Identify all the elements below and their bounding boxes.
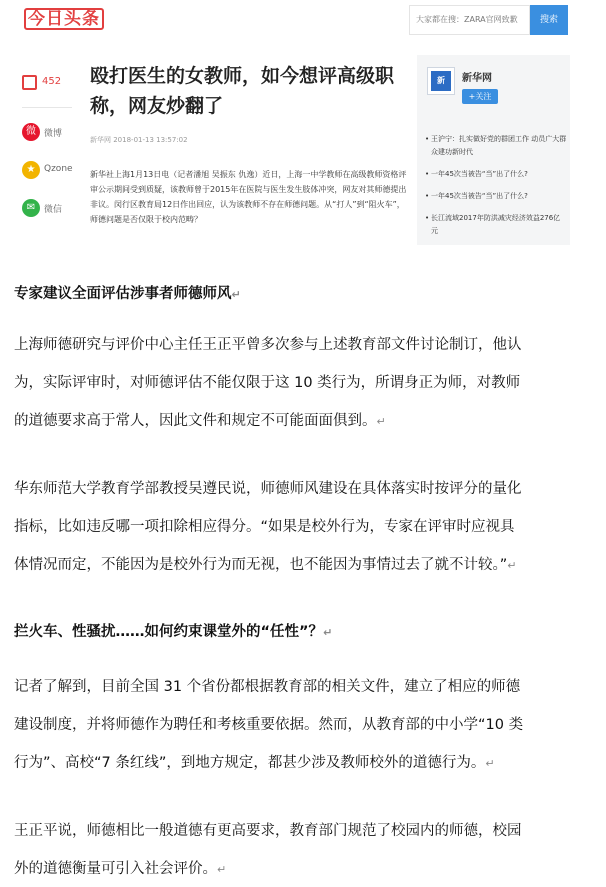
- comment-count-button[interactable]: [22, 73, 72, 95]
- heading-text: 专家建议全面评估涉事者师德师风: [14, 286, 232, 302]
- paragraph-line-text: 行为”、高校“7 条红线”，到地方规定，都甚少涉及教师校外的道德行为。: [14, 755, 486, 771]
- qzone-icon: ★: [22, 161, 40, 179]
- divider: [22, 107, 72, 108]
- paragraph-line-text: 体情况而定，不能因为是校外行为而无视，也不能因为事情过去了就不计较。”: [14, 557, 508, 573]
- paragraph-line: 王正平说，师德相比一般道德有更高要求，教育部门规范了校园内的师德，校园: [14, 823, 522, 839]
- paragraph-mark-icon: ↵: [376, 415, 386, 428]
- site-logo[interactable]: 今日头条: [24, 8, 104, 30]
- xinhua-logo-icon: 新: [431, 71, 451, 91]
- paragraph-line-text: 的道德要求高于常人，因此文件和规定不可能面面俱到。: [14, 413, 377, 429]
- search-button[interactable]: 搜索: [530, 5, 568, 35]
- paragraph-mark-icon: ↵: [507, 559, 517, 572]
- paragraph-line-last: [14, 546, 574, 585]
- related-list: [425, 133, 567, 247]
- share-weibo-button[interactable]: [22, 123, 78, 143]
- comment-count: 452: [42, 76, 62, 87]
- share-qzone-button[interactable]: [22, 161, 78, 181]
- related-item[interactable]: • 一年45次当被告“当”出了什么?: [425, 168, 567, 181]
- weibo-icon: 微: [22, 123, 40, 141]
- paragraph: [14, 326, 574, 441]
- paragraph-line: 华东师范大学教育学部教授吴遵民说，师德师风建设在具体落实时按评分的量化: [14, 481, 522, 497]
- comment-icon: [22, 75, 37, 90]
- embedded-news-screenshot: [14, 0, 570, 245]
- source-avatar[interactable]: [427, 67, 455, 95]
- paragraph-line-text: 外的道德衡量可引入社会评价。: [14, 861, 217, 877]
- paragraph-line-last: [14, 850, 574, 887]
- paragraph-line: 为，实际评审时，对师德评估不能仅限于这 10 类行为，所谓身正为师，对教师: [14, 375, 521, 391]
- paragraph-mark-icon: ↵: [485, 757, 495, 770]
- site-header: [14, 0, 570, 42]
- paragraph: [14, 812, 574, 887]
- paragraph: [14, 470, 574, 585]
- related-item[interactable]: • 王沪宁：扎实做好党的群团工作 动员广大群众建功新时代: [425, 133, 567, 159]
- section-heading: [14, 282, 241, 303]
- search-input[interactable]: [409, 5, 530, 35]
- wechat-icon: ✉: [22, 199, 40, 217]
- article-meta: 新华网 2018-01-13 13:57:02: [90, 136, 188, 144]
- share-qzone-label: Qzone: [44, 164, 73, 174]
- article-body: 新华社上海1月13日电（记者潘旭 吴振东 仇逸）近日，上海一中学教师在高级教师资格评审公示期间受到质疑，该教师曾于2015年在医院与医生发生肢体冲突，网友对其师德提出非议。闵行区教育局12日作出回应，认为该教师不存在师德问题。从“打人”到“阻火车”，师德问题是否仅限于校内范畴？: [90, 170, 407, 224]
- source-name[interactable]: 新华网: [462, 73, 492, 84]
- paragraph-mark-icon: ↵: [323, 626, 333, 639]
- share-wechat-button[interactable]: [22, 199, 78, 219]
- paragraph-line: 指标，比如违反哪一项扣除相应得分。“如果是校外行为，专家在评审时应视具: [14, 519, 515, 535]
- section-heading: [14, 620, 332, 641]
- related-item[interactable]: • 一年45次当被告“当”出了什么?: [425, 190, 567, 203]
- related-item[interactable]: • 长江流域2017年防洪减灾经济效益276亿元: [425, 212, 567, 238]
- article-title: 殴打医生的女教师，如今想评高级职称，网友炒翻了: [90, 65, 395, 117]
- share-weibo-label: 微博: [44, 129, 63, 139]
- search-placeholder: 大家都在搜：ZARA官网致歉: [416, 15, 518, 24]
- paragraph-mark-icon: ↵: [231, 288, 241, 301]
- paragraph: [14, 668, 574, 783]
- paragraph-line-last: [14, 402, 574, 441]
- source-sidebar: [417, 55, 570, 245]
- paragraph-line-last: [14, 744, 574, 783]
- share-rail: [14, 55, 74, 245]
- paragraph-line: 建设制度，并将师德作为聘任和考核重要依据。然而，从教育部的中小学“10 类: [14, 717, 524, 733]
- article: [86, 55, 406, 245]
- paragraph-line: 记者了解到，目前全国 31 个省份都根据教育部的相关文件，建立了相应的师德: [14, 679, 521, 695]
- share-wechat-label: 微信: [44, 205, 63, 215]
- follow-button[interactable]: +关注: [462, 89, 498, 104]
- paragraph-mark-icon: ↵: [217, 863, 227, 876]
- paragraph-line: 上海师德研究与评价中心主任王正平曾多次参与上述教育部文件讨论制订，他认: [14, 337, 522, 353]
- heading-text: 拦火车、性骚扰……如何约束课堂外的“任性”？: [14, 624, 324, 640]
